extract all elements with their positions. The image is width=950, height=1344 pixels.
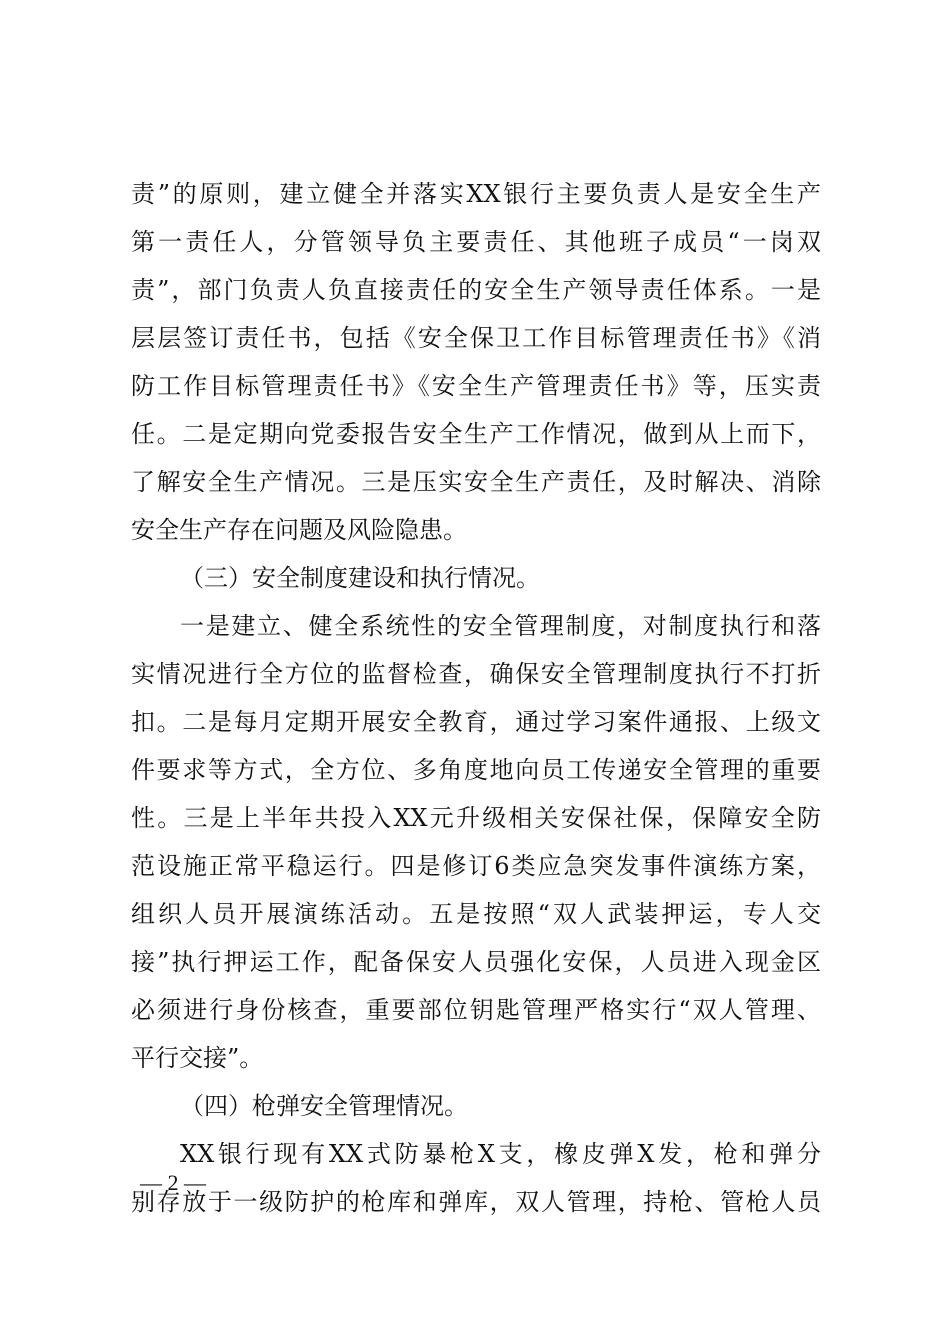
paragraph-line: 实情况进行全方位的监督检查，确保安全管理制度执行不打折 xyxy=(131,660,821,688)
paragraph-line: 平行交接”。 xyxy=(131,1044,264,1072)
paragraph-line: 一是建立、健全系统性的安全管理制度，对制度执行和落 xyxy=(180,612,821,640)
paragraph-line: 层层签订责任书，包括《安全保卫工作目标管理责任书》《消 xyxy=(131,324,821,352)
paragraph-line: 组织人员开展演练活动。五是按照“双人武装押运，专人交 xyxy=(131,900,821,928)
paragraph-line: XX银行现有XX式防暴枪X支，橡皮弹X发，枪和弹分 xyxy=(180,1140,821,1168)
paragraph-line: 件要求等方式，全方位、多角度地向员工传递安全管理的重要 xyxy=(131,756,821,784)
paragraph-line: 接”执行押运工作，配备保安人员强化安保，人员进入现金区 xyxy=(131,948,821,976)
paragraph-line: 责”的原则，建立健全并落实XX银行主要负责人是安全生产 xyxy=(131,180,821,208)
paragraph-line: 任。二是定期向党委报告安全生产工作情况，做到从上而下， xyxy=(131,420,821,448)
paragraph-line: 必须进行身份核查，重要部位钥匙管理严格实行“双人管理、 xyxy=(131,996,821,1024)
paragraph-line: 第一责任人，分管领导负主要责任、其他班子成员“一岗双 xyxy=(131,228,821,256)
paragraph-line: 了解安全生产情况。三是压实安全生产责任，及时解决、消除 xyxy=(131,468,821,496)
paragraph-line: 性。三是上半年共投入XX元升级相关安保社保，保障安全防 xyxy=(131,804,821,832)
section-heading: （三）安全制度建设和执行情况。 xyxy=(180,564,540,592)
paragraph-line: 范设施正常平稳运行。四是修订6类应急突发事件演练方案， xyxy=(131,852,821,880)
paragraph-line: 扣。二是每月定期开展安全教育，通过学习案件通报、上级文 xyxy=(131,708,821,736)
section-heading: （四）枪弹安全管理情况。 xyxy=(180,1092,468,1120)
paragraph-line: 安全生产存在问题及风险隐患。 xyxy=(131,516,467,544)
paragraph-line: 责”，部门负责人负直接责任的安全生产领导责任体系。一是 xyxy=(131,276,821,304)
page-number: — 2 — xyxy=(140,1170,206,1195)
paragraph-line: 别存放于一级防护的枪库和弹库，双人管理，持枪、管枪人员 xyxy=(131,1188,821,1216)
paragraph-line: 防工作目标管理责任书》《安全生产管理责任书》等，压实责 xyxy=(131,372,821,400)
